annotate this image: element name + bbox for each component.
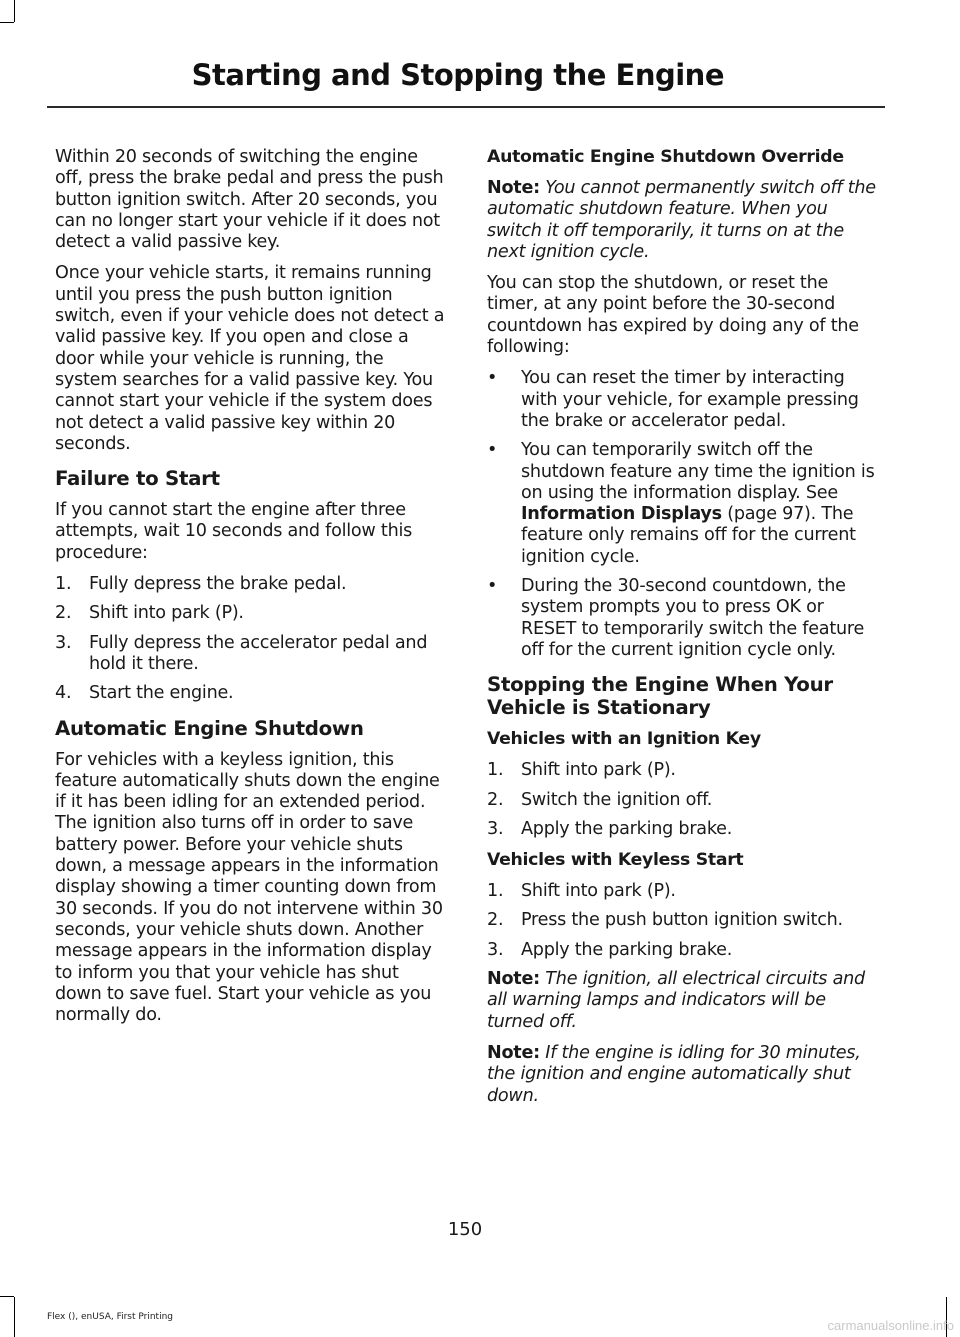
list-number: 2. (487, 789, 504, 810)
note (487, 178, 879, 263)
cross-reference-link[interactable]: Information Displays (521, 504, 722, 525)
list-item (487, 440, 879, 568)
paragraph: You can stop the shutdown, or reset the timer, at any point before the 30-second countdown has expired by doing any of the following: (487, 273, 859, 358)
list-item-text: Apply the parking brake. (521, 818, 733, 839)
note-label: Note: (487, 1042, 540, 1063)
list-number: 1. (487, 881, 504, 902)
heading-stopping-engine: Stopping the Engine When Your Vehicle is Stationary (487, 673, 833, 720)
paragraph: If you cannot start the engine after three attempts, wait 10 seconds and follow this procedure: (55, 500, 413, 563)
bullet-list (487, 368, 879, 661)
procedure-list (55, 574, 447, 704)
crop-mark (0, 22, 14, 23)
heading-failure-to-start: Failure to Start (55, 467, 220, 491)
list-item-text: Shift into park (P). (521, 760, 676, 781)
list-item (487, 819, 879, 840)
page-reference: (page 97) (721, 504, 811, 525)
paragraph: Within 20 seconds of switching the engine off, press the brake pedal and press the push button ignition switch. After 20 seconds, you can no longer start your vehicle if it does not detect a valid passive key. (55, 147, 444, 253)
list-item-text: . The feature only remains off for the current ignition cycle. (521, 504, 856, 567)
footer-print-info: Flex (), enUSA, First Printing (47, 1312, 173, 1322)
heading-ignition-key: Vehicles with an Ignition Key (487, 729, 761, 750)
list-item (55, 603, 447, 624)
list-item-text: Shift into park (P). (89, 603, 244, 624)
list-number: 1. (55, 574, 72, 595)
list-number: 1. (487, 760, 504, 781)
watermark: carmanualsonline.info (827, 1318, 954, 1333)
right-column (487, 147, 879, 1117)
crop-mark (14, 0, 15, 22)
note-label: Note: (487, 178, 540, 198)
list-item (487, 881, 879, 902)
note-label: Note: (487, 969, 540, 990)
list-item-text: Fully depress the brake pedal. (89, 574, 347, 595)
list-number: 3. (487, 939, 504, 960)
list-item-text: Shift into park (P). (521, 881, 676, 902)
list-item-text: Switch the ignition off. (521, 789, 713, 810)
crop-mark (0, 1296, 14, 1297)
left-column (55, 147, 447, 1036)
list-item (487, 760, 879, 781)
note-text: If the engine is idling for 30 minutes, the ignition and engine automatically shut down. (487, 1042, 861, 1106)
list-number: 4. (55, 683, 72, 704)
list-item-text: During the 30-second countdown, the system prompts you to press OK or RESET to temporarily switch the feature off for the current ignition cycle only. (521, 576, 865, 660)
paragraph: For vehicles with a keyless ignition, this feature automatically shuts down the engine if it has been idling for an extended period. The ignition also turns off in order to save battery power. Before your vehicle shuts down, a message appears in the information display showing a timer counting down from 30 seconds. If you do not intervene within 30 seconds, your vehicle shuts down. Another message appears in the information display to inform you that your vehicle has shut down to save fuel. Start your vehicle as you normally do. (55, 749, 443, 1026)
page-number: 150 (447, 1219, 483, 1240)
heading-shutdown-override: Automatic Engine Shutdown Override (487, 147, 844, 167)
list-item-text: You can temporarily switch off the shutdown feature any time the ignition is on using the information display. See (521, 440, 875, 503)
list-number: 3. (487, 818, 504, 839)
procedure-list (487, 881, 879, 961)
paragraph: Once your vehicle starts, it remains running until you press the push button ignition switch, even if your vehicle does not detect a valid passive key. If you open and close a door while your vehicle is running, the system searches for a valid passive key. You cannot start your vehicle if the system does not detect a valid passive key within 20 seconds. (55, 263, 445, 454)
list-item (487, 368, 879, 432)
note-text: The ignition, all electrical circuits and all warning lamps and indicators will be turned off. (487, 969, 865, 1032)
note (487, 1043, 879, 1107)
list-item-text: Start the engine. (89, 683, 234, 704)
note (487, 969, 879, 1033)
bullet-icon: • (487, 440, 498, 461)
list-item (55, 683, 447, 704)
procedure-list (487, 760, 879, 840)
bullet-icon: • (487, 576, 498, 597)
list-number: 3. (55, 632, 72, 653)
list-item (55, 574, 447, 595)
list-item (487, 790, 879, 811)
list-item (487, 576, 879, 661)
list-number: 2. (55, 603, 72, 624)
list-item (487, 940, 879, 961)
heading-keyless-start: Vehicles with Keyless Start (487, 850, 744, 871)
header-divider (47, 106, 885, 108)
list-item-text: Press the push button ignition switch. (521, 910, 843, 931)
list-item (55, 633, 447, 676)
list-item-text: Fully depress the accelerator pedal and hold it there. (89, 632, 428, 674)
list-item-text: Apply the parking brake. (521, 939, 733, 960)
crop-mark (14, 1297, 15, 1337)
note-text: You cannot permanently switch off the automatic shutdown feature. When you switch it off temporarily, it turns on at the next ignition cycle. (487, 178, 876, 262)
list-item (487, 910, 879, 931)
list-item-text: You can reset the timer by interacting with your vehicle, for example pressing the brake or accelerator pedal. (521, 368, 859, 431)
bullet-icon: • (487, 368, 498, 389)
page-title: Starting and Stopping the Engine (191, 58, 724, 92)
heading-automatic-engine-shutdown: Automatic Engine Shutdown (55, 716, 364, 740)
list-number: 2. (487, 910, 504, 931)
